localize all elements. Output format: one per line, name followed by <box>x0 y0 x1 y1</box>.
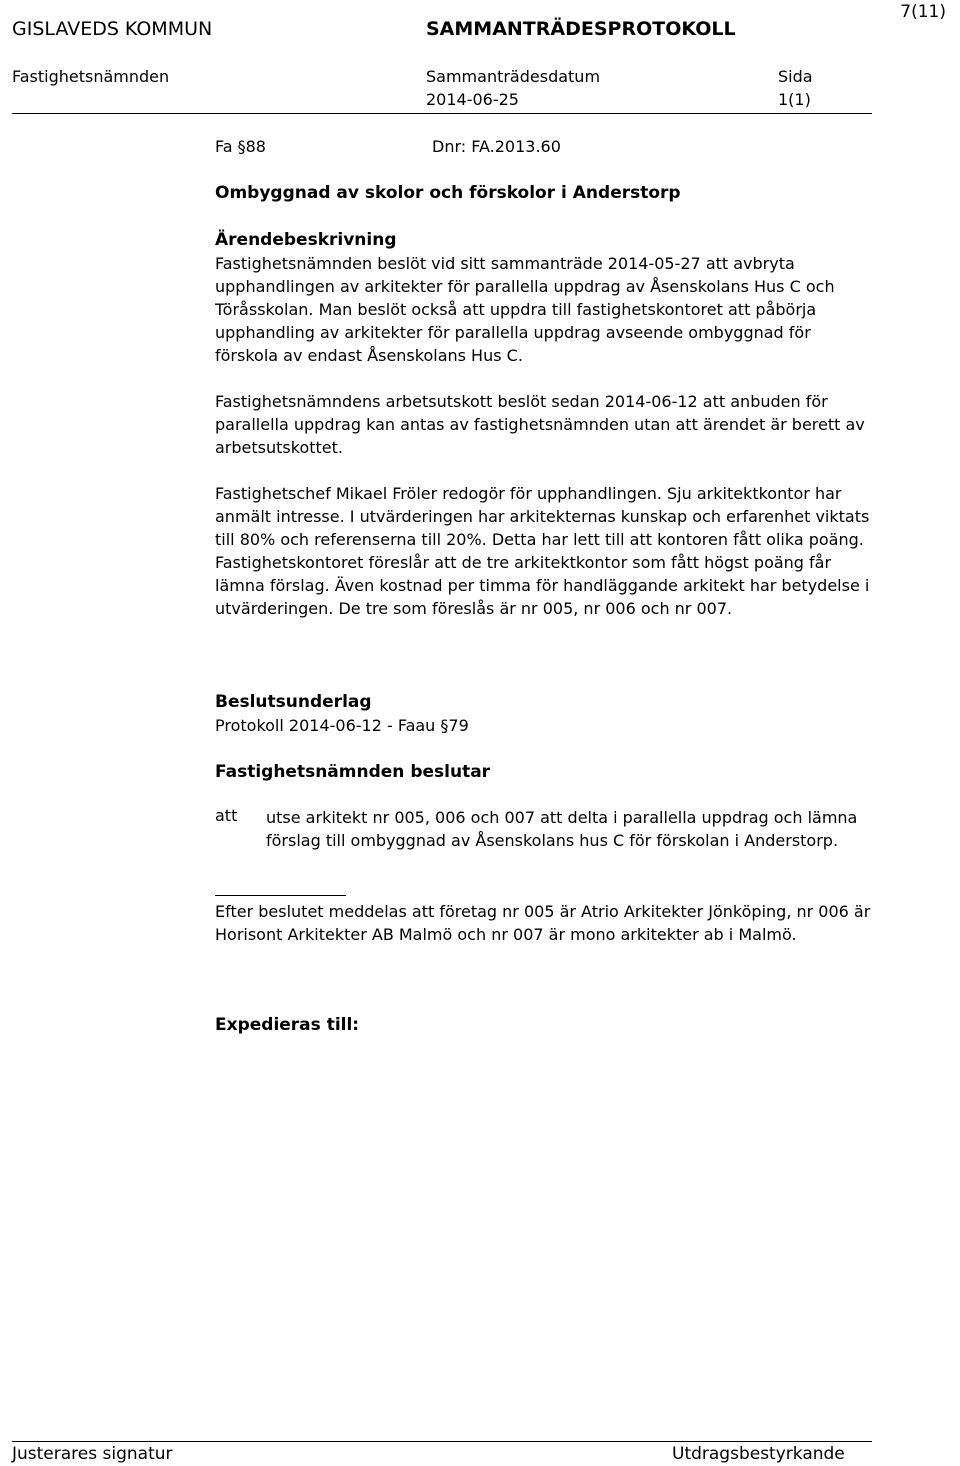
municipality-name: GISLAVEDS KOMMUN <box>12 18 213 40</box>
footer-certification-label: Utdragsbestyrkande <box>672 1444 845 1464</box>
footer-signature-label: Justerares signatur <box>12 1444 173 1464</box>
separator-line <box>215 895 346 896</box>
committee-name: Fastighetsnämnden <box>12 67 170 86</box>
meeting-date-label: Sammanträdesdatum <box>426 67 601 86</box>
page-counter: 7(11) <box>900 2 946 22</box>
decision-keyword: att <box>215 806 238 825</box>
page-value: 1(1) <box>778 90 811 109</box>
description-heading: Ärendebeskrivning <box>215 230 397 250</box>
paragraph-number: Fa §88 <box>215 137 266 156</box>
after-note-wrap <box>215 900 875 946</box>
meeting-date-value: 2014-06-25 <box>426 90 519 109</box>
footer-rule <box>12 1441 872 1442</box>
basis-heading: Beslutsunderlag <box>215 692 372 712</box>
decision-heading: Fastighetsnämnden beslutar <box>215 762 491 782</box>
description-paragraph-3: Fastighetschef Mikael Fröler redogör för upphandlingen. Sju arkitektkontor har anmält intresse. I utvärderingen har arkitekternas kunskap och erfarenhet viktats till 80% och referenserna till 20%. Detta har lett till att kontoren fått olika poäng. Fastighetskontoret föreslår att de tre arkitektkontor som fått högst poäng får lämna förslag. Även kostnad per timma för handläggande arkitekt har betydelse i utvärderingen. De tre som föreslås är nr 005, nr 006 och nr 007. <box>215 484 870 618</box>
description-paragraph-2: Fastighetsnämndens arbetsutskott beslöt sedan 2014-06-12 att anbuden för parallella uppdrag kan antas av fastighetsnämnden utan att ärendet är berett av arbetsutskottet. <box>215 392 865 457</box>
description-section <box>215 229 875 367</box>
after-decision-note: Efter beslutet meddelas att företag nr 005 är Atrio Arkitekter Jönköping, nr 006 är Horisont Arkitekter AB Malmö och nr 007 är mono arkitekter ab i Malmö. <box>215 902 871 944</box>
description-paragraph-3-wrap <box>215 482 875 620</box>
description-paragraph-2-wrap <box>215 390 875 459</box>
case-number: Dnr: FA.2013.60 <box>432 137 561 156</box>
header-rule <box>12 113 872 114</box>
dispatch-heading: Expedieras till: <box>215 1015 360 1035</box>
document-type: SAMMANTRÄDESPROTOKOLL <box>426 18 736 40</box>
case-title: Ombyggnad av skolor och förskolor i Anderstorp <box>215 183 681 203</box>
basis-text: Protokoll 2014-06-12 - Faau §79 <box>215 716 469 735</box>
description-paragraph-1: Fastighetsnämnden beslöt vid sitt sammanträde 2014-05-27 att avbryta upphandlingen av arkitekter för parallella uppdrag av Åsenskolans Hus C och Töråsskolan. Man beslöt också att uppdra till fastighetskontoret att påbörja upphandling av arkitekter för parallella uppdrag avseende ombyggnad för förskola av endast Åsenskolans Hus C. <box>215 254 835 365</box>
decision-text: utse arkitekt nr 005, 006 och 007 att delta i parallella uppdrag och lämna förslag till ombyggnad av Åsenskolans hus C för förskolan i Anderstorp. <box>266 808 858 850</box>
basis-section <box>215 691 875 737</box>
page-label: Sida <box>778 67 813 86</box>
